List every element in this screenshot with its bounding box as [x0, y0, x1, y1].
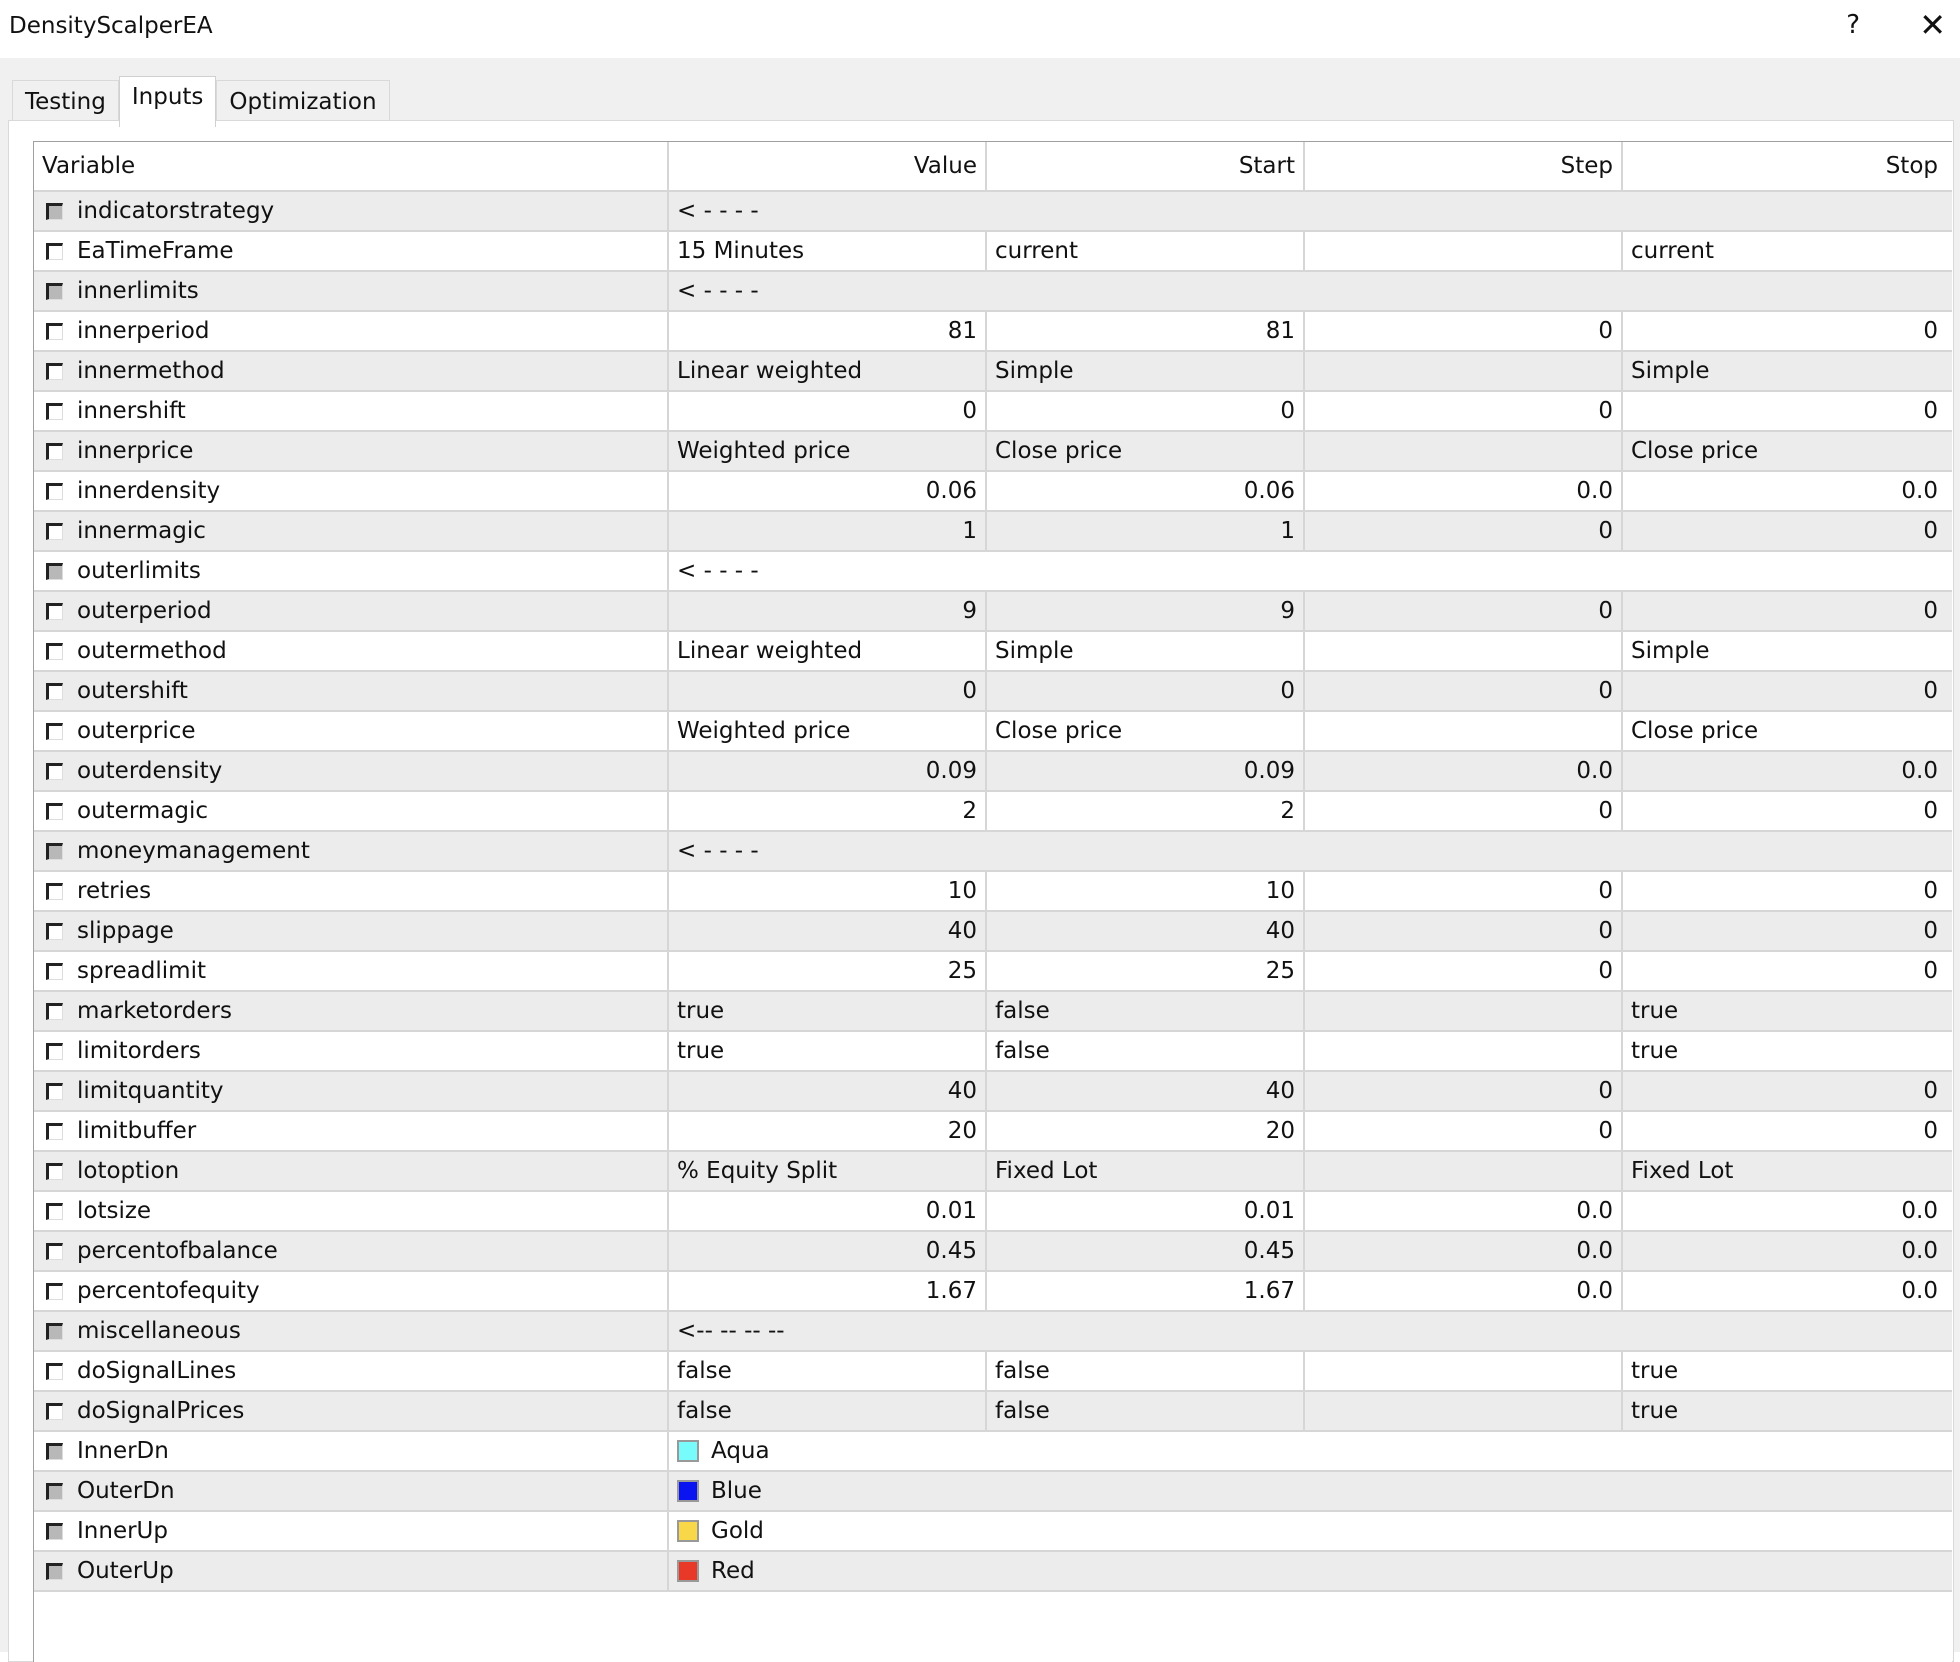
optimize-checkbox[interactable] — [46, 603, 63, 620]
table-row[interactable] — [34, 1072, 1952, 1112]
step-cell[interactable]: 0 — [1305, 1072, 1623, 1110]
column-header-value[interactable]: Value — [669, 142, 987, 190]
value-text: Blue — [711, 1478, 762, 1504]
color-swatch-icon — [677, 1480, 699, 1502]
variable-name: innerlimits — [77, 278, 199, 304]
color-swatch-icon — [677, 1520, 699, 1542]
help-button[interactable]: ? — [1846, 10, 1860, 40]
variable-cell[interactable] — [34, 272, 669, 310]
step-cell[interactable]: 0 — [1305, 592, 1623, 630]
start-cell[interactable]: 1 — [987, 512, 1305, 550]
value-text: < - - - - — [677, 278, 759, 304]
optimize-checkbox[interactable] — [46, 763, 63, 780]
step-cell[interactable]: 0 — [1305, 872, 1623, 910]
stop-cell[interactable]: 0 — [1923, 598, 1938, 624]
value-cell[interactable]: 0.06 — [669, 472, 987, 510]
table-row[interactable] — [34, 992, 1952, 1032]
stop-cell[interactable]: true — [1631, 998, 1679, 1024]
optimize-checkbox[interactable] — [46, 1003, 63, 1020]
table-row[interactable] — [34, 512, 1952, 552]
stop-cell[interactable]: current — [1631, 238, 1714, 264]
step-cell[interactable]: 0.0 — [1305, 1272, 1623, 1310]
variable-name: outermagic — [77, 798, 209, 824]
step-cell[interactable] — [1305, 232, 1623, 270]
variable-name: InnerDn — [77, 1438, 169, 1464]
table-row[interactable] — [34, 1432, 1952, 1472]
stop-cell[interactable]: 0 — [1923, 1118, 1938, 1144]
start-cell[interactable]: 25 — [987, 952, 1305, 990]
value-cell[interactable]: 0 — [669, 672, 987, 710]
value-cell[interactable] — [669, 1312, 1952, 1350]
variable-cell[interactable] — [34, 872, 669, 910]
variable-cell[interactable] — [34, 1112, 669, 1150]
optimize-checkbox[interactable] — [46, 1523, 63, 1540]
stop-cell[interactable]: Simple — [1631, 358, 1710, 384]
variable-name: innershift — [77, 398, 186, 424]
optimize-checkbox[interactable] — [46, 1323, 63, 1340]
stop-cell[interactable]: true — [1631, 1038, 1679, 1064]
stop-cell[interactable]: Simple — [1631, 638, 1710, 664]
stop-cell[interactable]: 0.0 — [1901, 478, 1938, 504]
variable-name: limitquantity — [77, 1078, 224, 1104]
value-cell[interactable]: false — [669, 1392, 987, 1430]
step-cell[interactable]: 0 — [1305, 912, 1623, 950]
value-cell[interactable]: Weighted price — [669, 712, 987, 750]
value-cell[interactable] — [669, 1472, 1952, 1510]
variable-cell[interactable] — [34, 352, 669, 390]
variable-name: miscellaneous — [77, 1318, 241, 1344]
stop-cell[interactable]: 0 — [1923, 798, 1938, 824]
table-row[interactable] — [34, 1192, 1952, 1232]
variable-cell[interactable] — [34, 552, 669, 590]
optimize-checkbox[interactable] — [46, 1283, 63, 1300]
variable-name: outerlimits — [77, 558, 201, 584]
variable-name: outerprice — [77, 718, 196, 744]
stop-cell[interactable]: 0 — [1923, 318, 1938, 344]
optimize-checkbox[interactable] — [46, 403, 63, 420]
variable-cell[interactable] — [34, 632, 669, 670]
value-text: < - - - - — [677, 198, 759, 224]
variable-cell[interactable] — [34, 432, 669, 470]
table-row[interactable] — [34, 1552, 1952, 1592]
variable-cell[interactable] — [34, 992, 669, 1030]
start-cell[interactable]: 1.67 — [987, 1272, 1305, 1310]
color-swatch-icon — [677, 1440, 699, 1462]
value-cell[interactable]: false — [669, 1352, 987, 1390]
inputs-table — [33, 141, 1952, 1662]
stop-cell[interactable]: 0 — [1923, 518, 1938, 544]
start-cell[interactable]: 0.45 — [987, 1232, 1305, 1270]
optimize-checkbox[interactable] — [46, 963, 63, 980]
variable-cell[interactable] — [34, 1392, 669, 1430]
value-text: Red — [711, 1558, 755, 1584]
step-cell[interactable]: 0.0 — [1305, 1192, 1623, 1230]
variable-name: indicatorstrategy — [77, 198, 275, 224]
variable-name: OuterUp — [77, 1558, 174, 1584]
value-cell[interactable] — [669, 1552, 1952, 1590]
optimize-checkbox[interactable] — [46, 1363, 63, 1380]
start-cell[interactable]: 0 — [987, 672, 1305, 710]
variable-name: lotsize — [77, 1198, 152, 1224]
optimize-checkbox[interactable] — [46, 323, 63, 340]
tab-optimization[interactable]: Optimization — [216, 80, 389, 123]
optimize-checkbox[interactable] — [46, 1203, 63, 1220]
stop-cell[interactable]: 0 — [1923, 958, 1938, 984]
variable-cell[interactable] — [34, 392, 669, 430]
variable-name: innermethod — [77, 358, 225, 384]
stop-cell[interactable]: true — [1631, 1358, 1679, 1384]
variable-cell[interactable] — [34, 712, 669, 750]
variable-cell[interactable] — [34, 1312, 669, 1350]
table-row[interactable] — [34, 752, 1952, 792]
start-cell[interactable]: 2 — [987, 792, 1305, 830]
value-cell[interactable]: 0.09 — [669, 752, 987, 790]
variable-cell[interactable] — [34, 792, 669, 830]
variable-cell[interactable] — [34, 232, 669, 270]
table-row[interactable] — [34, 1312, 1952, 1352]
variable-cell[interactable] — [34, 1232, 669, 1270]
table-row[interactable] — [34, 712, 1952, 752]
table-row[interactable] — [34, 792, 1952, 832]
start-cell[interactable]: 9 — [987, 592, 1305, 630]
value-cell[interactable]: 20 — [669, 1112, 987, 1150]
value-cell[interactable]: Linear weighted — [669, 352, 987, 390]
variable-cell[interactable] — [34, 952, 669, 990]
table-row[interactable] — [34, 232, 1952, 272]
optimize-checkbox[interactable] — [46, 843, 63, 860]
optimize-checkbox[interactable] — [46, 1043, 63, 1060]
start-cell[interactable]: 0.09 — [987, 752, 1305, 790]
value-cell[interactable] — [669, 272, 1952, 310]
variable-name: limitbuffer — [77, 1118, 197, 1144]
stop-cell[interactable]: 0 — [1923, 398, 1938, 424]
optimize-checkbox[interactable] — [46, 723, 63, 740]
window-title: DensityScalperEA — [9, 13, 213, 39]
table-row[interactable] — [34, 272, 1952, 312]
column-header-stop[interactable]: Stop — [1885, 153, 1938, 179]
step-cell[interactable] — [1305, 352, 1623, 390]
start-cell[interactable]: 20 — [987, 1112, 1305, 1150]
variable-cell[interactable] — [34, 1032, 669, 1070]
variable-cell[interactable] — [34, 1152, 669, 1190]
stop-cell[interactable]: 0.0 — [1901, 1198, 1938, 1224]
value-cell[interactable]: Linear weighted — [669, 632, 987, 670]
optimize-checkbox[interactable] — [46, 1083, 63, 1100]
stop-cell[interactable]: 0 — [1923, 878, 1938, 904]
variable-cell[interactable] — [34, 312, 669, 350]
variable-name: outerdensity — [77, 758, 223, 784]
variable-cell[interactable] — [34, 1072, 669, 1110]
step-cell[interactable]: 0 — [1305, 392, 1623, 430]
variable-cell[interactable] — [34, 1272, 669, 1310]
value-cell[interactable]: true — [669, 992, 987, 1030]
value-text: Gold — [711, 1518, 764, 1544]
variable-cell[interactable] — [34, 1192, 669, 1230]
table-row[interactable] — [34, 1032, 1952, 1072]
value-cell[interactable]: 25 — [669, 952, 987, 990]
step-cell[interactable] — [1305, 632, 1623, 670]
optimize-checkbox[interactable] — [46, 203, 63, 220]
value-text: <-- -- -- -- — [677, 1318, 785, 1344]
stop-cell[interactable]: 0 — [1923, 918, 1938, 944]
step-cell[interactable] — [1305, 1152, 1623, 1190]
start-cell[interactable]: Simple — [987, 352, 1305, 390]
start-cell[interactable]: false — [987, 1032, 1305, 1070]
table-row[interactable] — [34, 1392, 1952, 1432]
variable-name: limitorders — [77, 1038, 201, 1064]
stop-cell[interactable]: true — [1631, 1398, 1679, 1424]
title-bar — [0, 0, 1960, 58]
start-cell[interactable]: false — [987, 1392, 1305, 1430]
table-row[interactable] — [34, 1112, 1952, 1152]
value-cell[interactable]: 9 — [669, 592, 987, 630]
variable-name: slippage — [77, 918, 174, 944]
start-cell[interactable]: current — [987, 232, 1305, 270]
value-text: Aqua — [711, 1438, 770, 1464]
variable-name: percentofequity — [77, 1278, 260, 1304]
value-cell[interactable]: 40 — [669, 1072, 987, 1110]
start-cell[interactable]: Simple — [987, 632, 1305, 670]
value-cell[interactable]: 0 — [669, 392, 987, 430]
table-row[interactable] — [34, 352, 1952, 392]
column-header-step[interactable]: Step — [1305, 142, 1623, 190]
variable-name: innerdensity — [77, 478, 221, 504]
stop-cell[interactable]: Fixed Lot — [1631, 1158, 1734, 1184]
optimize-checkbox[interactable] — [46, 1403, 63, 1420]
table-row[interactable] — [34, 472, 1952, 512]
value-cell[interactable] — [669, 552, 1952, 590]
start-cell[interactable]: 40 — [987, 1072, 1305, 1110]
variable-name: outermethod — [77, 638, 227, 664]
step-cell[interactable] — [1305, 1352, 1623, 1390]
start-cell[interactable]: false — [987, 1352, 1305, 1390]
table-row[interactable] — [34, 632, 1952, 672]
start-cell[interactable]: 0 — [987, 392, 1305, 430]
optimize-checkbox[interactable] — [46, 1483, 63, 1500]
tab-testing[interactable]: Testing — [12, 80, 119, 123]
variable-cell[interactable] — [34, 1432, 669, 1470]
column-header-start[interactable]: Start — [987, 142, 1305, 190]
table-row[interactable] — [34, 312, 1952, 352]
start-cell[interactable]: 0.06 — [987, 472, 1305, 510]
value-cell[interactable]: 0.45 — [669, 1232, 987, 1270]
start-cell[interactable]: 40 — [987, 912, 1305, 950]
table-row[interactable] — [34, 1152, 1952, 1192]
stop-cell[interactable]: Close price — [1631, 718, 1759, 744]
start-cell[interactable]: Close price — [987, 432, 1305, 470]
variable-name: innerprice — [77, 438, 194, 464]
variable-name: EaTimeFrame — [77, 238, 234, 264]
stop-cell[interactable]: 0.0 — [1901, 1238, 1938, 1264]
optimize-checkbox[interactable] — [46, 1163, 63, 1180]
variable-cell[interactable] — [34, 1352, 669, 1390]
start-cell[interactable]: Close price — [987, 712, 1305, 750]
step-cell[interactable] — [1305, 1032, 1623, 1070]
optimize-checkbox[interactable] — [46, 803, 63, 820]
tab-bar — [12, 76, 390, 120]
optimize-checkbox[interactable] — [46, 1563, 63, 1580]
value-cell[interactable]: Weighted price — [669, 432, 987, 470]
value-cell[interactable]: 0.01 — [669, 1192, 987, 1230]
start-cell[interactable]: 0.01 — [987, 1192, 1305, 1230]
table-row[interactable] — [34, 192, 1952, 232]
step-cell[interactable]: 0 — [1305, 512, 1623, 550]
value-cell[interactable]: 81 — [669, 312, 987, 350]
value-cell[interactable] — [669, 1432, 1952, 1470]
variable-cell[interactable] — [34, 912, 669, 950]
value-cell[interactable] — [669, 192, 1952, 230]
variable-name: moneymanagement — [77, 838, 310, 864]
step-cell[interactable] — [1305, 992, 1623, 1030]
variable-name: spreadlimit — [77, 958, 206, 984]
step-cell[interactable] — [1305, 1392, 1623, 1430]
optimize-checkbox[interactable] — [46, 243, 63, 260]
value-cell[interactable]: 10 — [669, 872, 987, 910]
optimize-checkbox[interactable] — [46, 443, 63, 460]
optimize-checkbox[interactable] — [46, 1243, 63, 1260]
stop-cell[interactable]: 0 — [1923, 678, 1938, 704]
value-cell[interactable]: % Equity Split — [669, 1152, 987, 1190]
variable-cell[interactable] — [34, 1512, 669, 1550]
close-icon[interactable]: ✕ — [1919, 6, 1946, 44]
value-text: < - - - - — [677, 838, 759, 864]
value-cell[interactable] — [669, 832, 1952, 870]
start-cell[interactable]: Fixed Lot — [987, 1152, 1305, 1190]
variable-cell[interactable] — [34, 1552, 669, 1590]
optimize-checkbox[interactable] — [46, 883, 63, 900]
variable-name: InnerUp — [77, 1518, 168, 1544]
table-row[interactable] — [34, 672, 1952, 712]
table-row[interactable] — [34, 392, 1952, 432]
step-cell[interactable]: 0 — [1305, 672, 1623, 710]
optimize-checkbox[interactable] — [46, 683, 63, 700]
optimize-checkbox[interactable] — [46, 483, 63, 500]
stop-cell[interactable]: 0.0 — [1901, 1278, 1938, 1304]
step-cell[interactable]: 0.0 — [1305, 472, 1623, 510]
variable-name: outerperiod — [77, 598, 212, 624]
value-cell[interactable]: 1 — [669, 512, 987, 550]
table-row[interactable] — [34, 1232, 1952, 1272]
variable-name: retries — [77, 878, 152, 904]
step-cell[interactable]: 0 — [1305, 792, 1623, 830]
variable-cell[interactable] — [34, 832, 669, 870]
variable-cell[interactable] — [34, 592, 669, 630]
value-text: < - - - - — [677, 558, 759, 584]
step-cell[interactable] — [1305, 712, 1623, 750]
variable-cell[interactable] — [34, 512, 669, 550]
table-row[interactable] — [34, 872, 1952, 912]
table-row[interactable] — [34, 1472, 1952, 1512]
variable-name: innerperiod — [77, 318, 210, 344]
optimize-checkbox[interactable] — [46, 643, 63, 660]
variable-name: doSignalLines — [77, 1358, 237, 1384]
tab-inputs[interactable]: Inputs — [119, 76, 217, 127]
value-cell[interactable]: 2 — [669, 792, 987, 830]
variable-cell[interactable] — [34, 472, 669, 510]
variable-cell[interactable] — [34, 752, 669, 790]
step-cell[interactable]: 0 — [1305, 952, 1623, 990]
value-cell[interactable]: 15 Minutes — [669, 232, 987, 270]
inputs-panel — [8, 120, 1954, 1662]
optimize-checkbox[interactable] — [46, 1443, 63, 1460]
step-cell[interactable] — [1305, 432, 1623, 470]
table-row[interactable] — [34, 912, 1952, 952]
variable-name: percentofbalance — [77, 1238, 278, 1264]
table-header — [34, 142, 1952, 192]
optimize-checkbox[interactable] — [46, 363, 63, 380]
variable-name: lotoption — [77, 1158, 180, 1184]
table-row[interactable] — [34, 1272, 1952, 1312]
variable-name: innermagic — [77, 518, 206, 544]
table-row[interactable] — [34, 552, 1952, 592]
step-cell[interactable]: 0 — [1305, 1112, 1623, 1150]
dialog-body — [0, 58, 1960, 1652]
table-row[interactable] — [34, 1352, 1952, 1392]
step-cell[interactable]: 0.0 — [1305, 752, 1623, 790]
variable-cell[interactable] — [34, 672, 669, 710]
optimize-checkbox[interactable] — [46, 1123, 63, 1140]
column-header-variable[interactable]: Variable — [34, 142, 669, 190]
table-row[interactable] — [34, 832, 1952, 872]
stop-cell[interactable]: Close price — [1631, 438, 1759, 464]
value-cell[interactable]: true — [669, 1032, 987, 1070]
variable-name: doSignalPrices — [77, 1398, 245, 1424]
table-row[interactable] — [34, 1512, 1952, 1552]
optimize-checkbox[interactable] — [46, 563, 63, 580]
optimize-checkbox[interactable] — [46, 523, 63, 540]
variable-name: OuterDn — [77, 1478, 175, 1504]
stop-cell[interactable]: 0 — [1923, 1078, 1938, 1104]
step-cell[interactable]: 0.0 — [1305, 1232, 1623, 1270]
variable-cell[interactable] — [34, 1472, 669, 1510]
variable-name: outershift — [77, 678, 188, 704]
optimize-checkbox[interactable] — [46, 923, 63, 940]
stop-cell[interactable]: 0.0 — [1901, 758, 1938, 784]
value-cell[interactable]: 1.67 — [669, 1272, 987, 1310]
table-row[interactable] — [34, 952, 1952, 992]
table-row[interactable] — [34, 592, 1952, 632]
start-cell[interactable]: false — [987, 992, 1305, 1030]
value-cell[interactable]: 40 — [669, 912, 987, 950]
color-swatch-icon — [677, 1560, 699, 1582]
value-cell[interactable] — [669, 1512, 1952, 1550]
table-row[interactable] — [34, 432, 1952, 472]
start-cell[interactable]: 10 — [987, 872, 1305, 910]
start-cell[interactable]: 81 — [987, 312, 1305, 350]
step-cell[interactable]: 0 — [1305, 312, 1623, 350]
variable-cell[interactable] — [34, 192, 669, 230]
variable-name: marketorders — [77, 998, 232, 1024]
optimize-checkbox[interactable] — [46, 283, 63, 300]
